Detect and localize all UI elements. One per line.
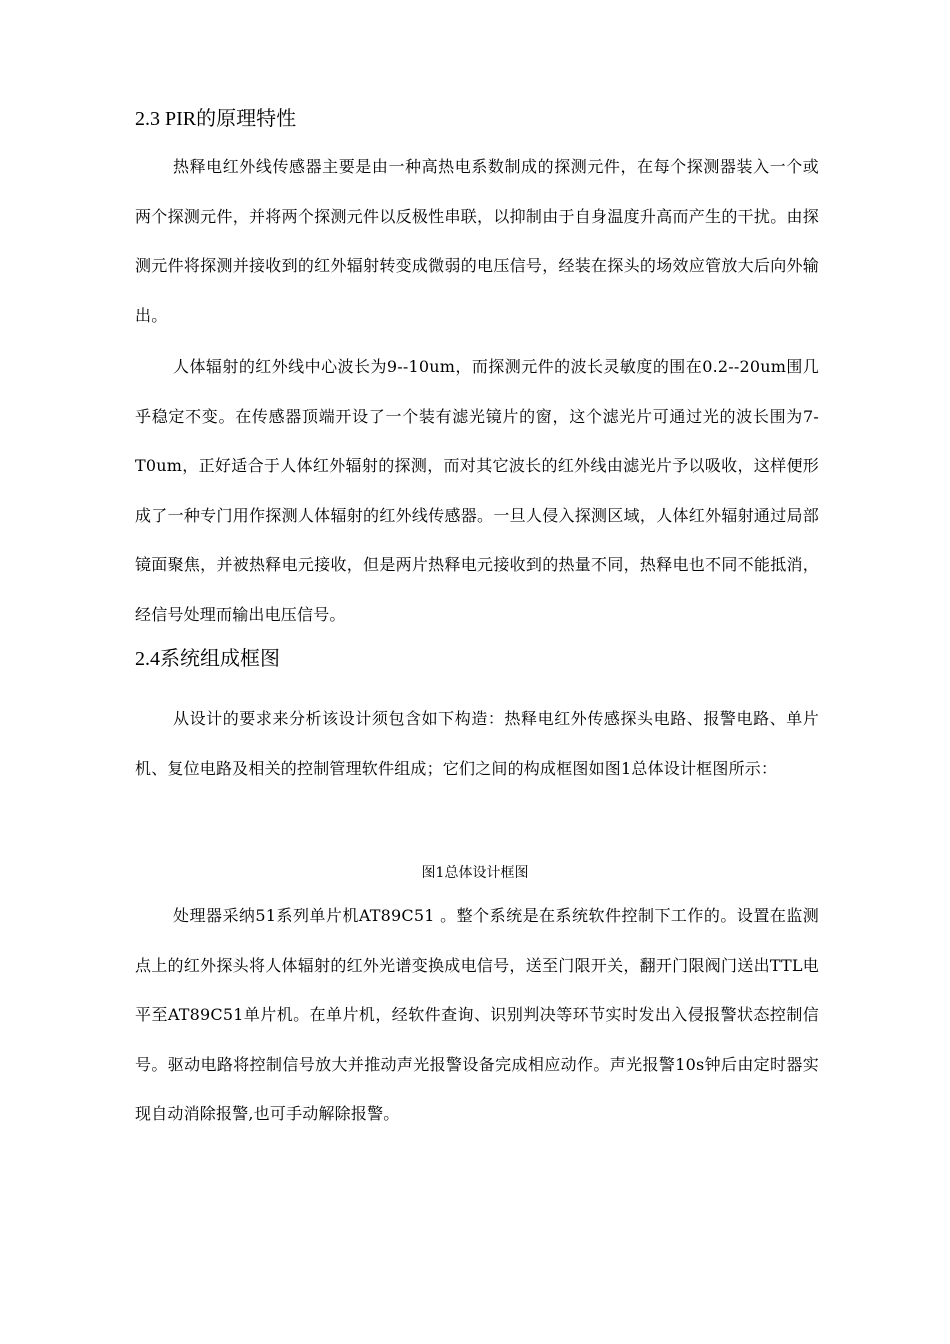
paragraph-design-requirements: 从设计的要求来分析该设计须包含如下构造：热释电红外传感探头电路、报警电路、单片机、复位电路及相关的控制管理软件组成；它们之间的构成框图如图1总体设计框图所示： xyxy=(135,709,819,778)
section-heading-pir-principle: 2.3 PIR的原理特性 xyxy=(135,108,297,130)
paragraph-pir-wavelength: 人体辐射的红外线中心波长为9--10um，而探测元件的波长灵敏度的围在0.2--20um围几乎稳定不变。在传感器顶端开设了一个装有滤光镜片的窗，这个滤光片可通过光的波长围为7-T0um，正好适合于人体红外辐射的探测，而对其它波长的红外线由滤光片予以吸收，这样便形成了一种专门用作探测人体辐射的红外线传感器。一旦人侵入探测区域，人体红外辐射通过局部镜面聚焦，并被热释电元接收，但是两片热释电元接收到的热量不同，热释电也不同不能抵消，经信号处理而输出电压信号。 xyxy=(135,357,819,624)
paragraph-processor-description: 处理器采纳51系列单片机AT89C51 。整个系统是在系统软件控制下工作的。设置在监测点上的红外探头将人体辐射的红外光谱变换成电信号，送至门限开关，翻开门限阀门送出TTL电平至AT89C51单片机。在单片机，经软件查询、识别判决等环节实时发出入侵报警状态控制信号。驱动电路将控制信号放大并推动声光报警设备完成相应动作。声光报警10s钟后由定时器实现自动消除报警,也可手动解除报警。 xyxy=(135,906,819,1124)
figure-caption: 图1总体设计框图 xyxy=(421,865,529,881)
section-heading-system-diagram: 2.4系统组成框图 xyxy=(135,648,280,670)
paragraph-pir-sensor-structure: 热释电红外线传感器主要是由一种高热电系数制成的探测元件，在每个探测器装入一个或两个探测元件，并将两个探测元件以反极性串联，以抑制由于自身温度升高而产生的干扰。由探测元件将探测并接收到的红外辐射转变成微弱的电压信号，经装在探头的场效应管放大后向外输出。 xyxy=(135,157,819,325)
